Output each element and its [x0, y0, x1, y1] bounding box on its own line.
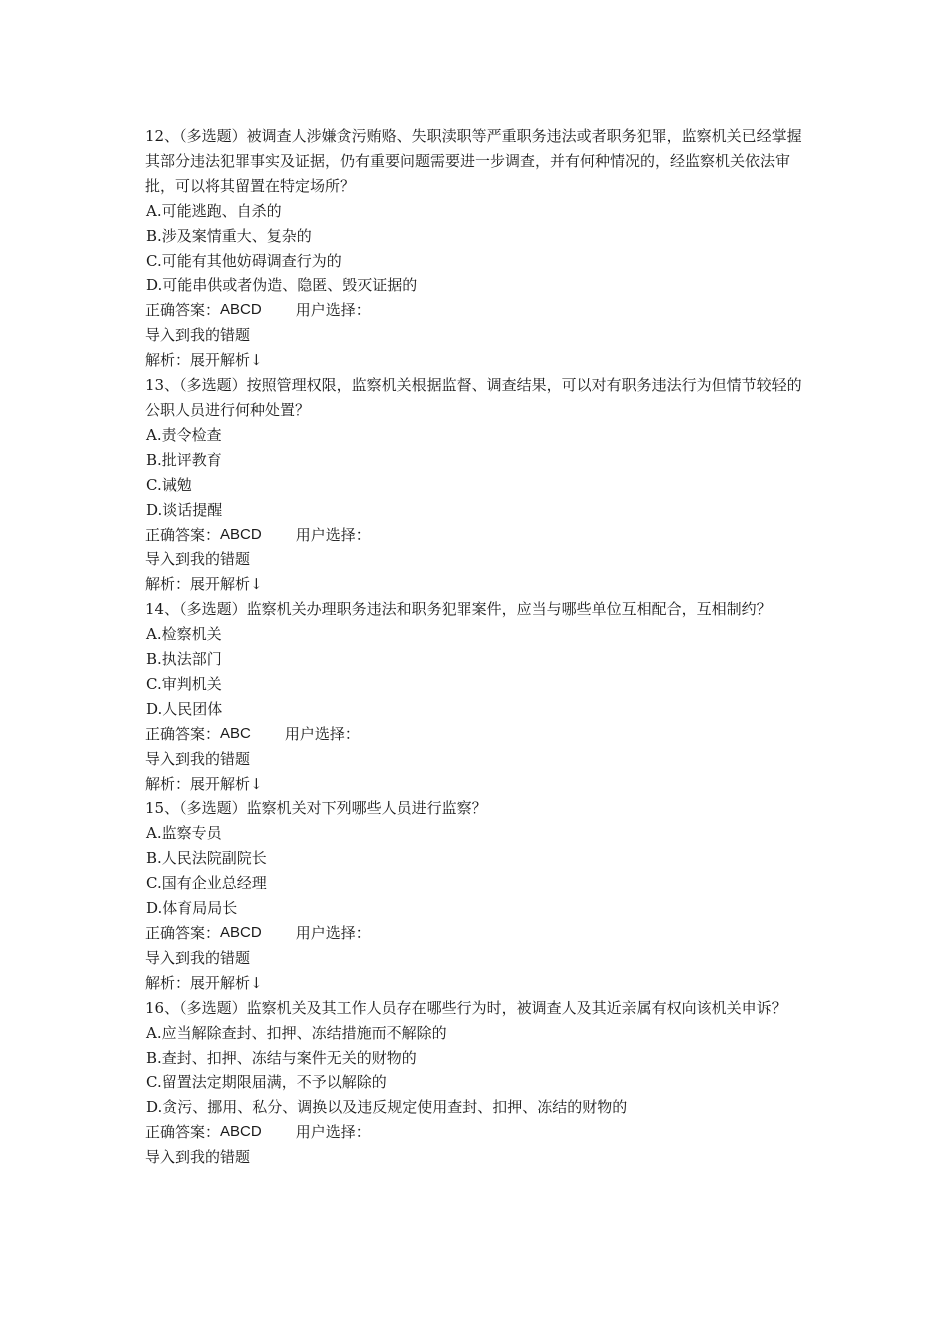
import-wrong-link[interactable]: 导入到我的错题	[145, 1148, 251, 1167]
import-wrong-link[interactable]: 导入到我的错题	[145, 749, 251, 768]
user-choice-label: 用户选择：	[284, 724, 360, 743]
user-choice-label: 用户选择：	[295, 1123, 371, 1142]
correct-answer-value: ABCD	[220, 924, 262, 941]
answer-row	[145, 1120, 815, 1145]
correct-answer-label: 正确答案：	[145, 301, 221, 320]
option-c[interactable]: C.国有企业总经理	[146, 874, 267, 893]
analysis-label: 解析：	[145, 774, 191, 793]
correct-answer-value: ABCD	[220, 301, 262, 319]
analysis-row	[145, 572, 815, 597]
expand-analysis-link[interactable]: 展开解析↓	[190, 575, 263, 594]
answer-row	[145, 722, 815, 747]
option-a[interactable]: A.责令检查	[146, 425, 222, 444]
question-stem: 15、（多选题）监察机关对下列哪些人员进行监察？	[145, 799, 487, 818]
analysis-label: 解析：	[145, 575, 191, 594]
correct-answer-label: 正确答案：	[145, 724, 221, 743]
question-block	[145, 796, 815, 995]
analysis-row	[145, 348, 815, 373]
user-choice-label: 用户选择：	[295, 525, 371, 544]
question-block	[145, 996, 815, 1170]
analysis-row	[145, 971, 815, 996]
analysis-label: 解析：	[145, 973, 191, 992]
question-stem: 16、（多选题）监察机关及其工作人员存在哪些行为时，被调查人及其近亲属有权向该机关申诉？	[145, 998, 787, 1017]
option-b[interactable]: B.批评教育	[146, 450, 222, 469]
question-stem: 12、（多选题）被调查人涉嫌贪污贿赂、失职渎职等严重职务违法或者职务犯罪，监察机关已经掌握其部分违法犯罪事实及证据，仍有重要问题需要进一步调查，并有何种情况的，经监察机关依法审批，可以将其留置在特定场所？	[145, 127, 802, 195]
question-block	[145, 124, 815, 373]
expand-analysis-link[interactable]: 展开解析↓	[190, 973, 263, 992]
quiz-page	[145, 124, 815, 1170]
correct-answer-value: ABCD	[220, 525, 262, 543]
option-c[interactable]: C.诫勉	[146, 475, 192, 494]
question-block	[145, 597, 815, 796]
correct-answer-label: 正确答案：	[145, 1123, 221, 1142]
correct-answer-value: ABCD	[220, 1123, 262, 1141]
option-a[interactable]: A.可能逃跑、自杀的	[146, 201, 282, 220]
user-choice-label: 用户选择：	[295, 924, 371, 942]
option-b[interactable]: B.执法部门	[146, 650, 222, 669]
answer-row	[145, 921, 815, 946]
import-wrong-link[interactable]: 导入到我的错题	[145, 948, 251, 967]
correct-answer-label: 正确答案：	[145, 924, 221, 942]
option-d[interactable]: D.人民团体	[146, 699, 223, 718]
import-wrong-link[interactable]: 导入到我的错题	[145, 550, 251, 569]
option-a[interactable]: A.监察专员	[146, 824, 222, 843]
option-a[interactable]: A.应当解除查封、扣押、冻结措施而不解除的	[146, 1023, 447, 1042]
analysis-row	[145, 772, 815, 797]
answer-row	[145, 523, 815, 548]
option-d[interactable]: D.贪污、挪用、私分、调换以及违反规定使用查封、扣押、冻结的财物的	[146, 1098, 628, 1117]
correct-answer-label: 正确答案：	[145, 525, 221, 544]
option-d[interactable]: D.体育局局长	[146, 899, 238, 918]
option-b[interactable]: B.查封、扣押、冻结与案件无关的财物的	[146, 1048, 417, 1067]
analysis-label: 解析：	[145, 351, 191, 370]
question-block	[145, 373, 815, 597]
option-c[interactable]: C.审判机关	[146, 674, 222, 693]
user-choice-label: 用户选择：	[295, 301, 371, 320]
import-wrong-link[interactable]: 导入到我的错题	[145, 326, 251, 345]
option-c[interactable]: C.可能有其他妨碍调查行为的	[146, 251, 342, 270]
expand-analysis-link[interactable]: 展开解析↓	[190, 774, 263, 793]
option-a[interactable]: A.检察机关	[146, 625, 222, 644]
question-stem: 14、（多选题）监察机关办理职务违法和职务犯罪案件，应当与哪些单位互相配合，互相制约？	[145, 600, 772, 619]
answer-row	[145, 298, 815, 323]
question-stem: 13、（多选题）按照管理权限，监察机关根据监督、调查结果，可以对有职务违法行为但情节较轻的公职人员进行何种处置？	[145, 376, 802, 419]
option-c[interactable]: C.留置法定期限届满，不予以解除的	[146, 1073, 387, 1092]
expand-analysis-link[interactable]: 展开解析↓	[190, 351, 263, 370]
correct-answer-value: ABC	[220, 724, 251, 742]
option-d[interactable]: D.可能串供或者伪造、隐匿、毁灭证据的	[146, 276, 418, 295]
option-b[interactable]: B.人民法院副院长	[146, 849, 267, 868]
option-b[interactable]: B.涉及案情重大、复杂的	[146, 226, 312, 245]
option-d[interactable]: D.谈话提醒	[146, 500, 223, 519]
